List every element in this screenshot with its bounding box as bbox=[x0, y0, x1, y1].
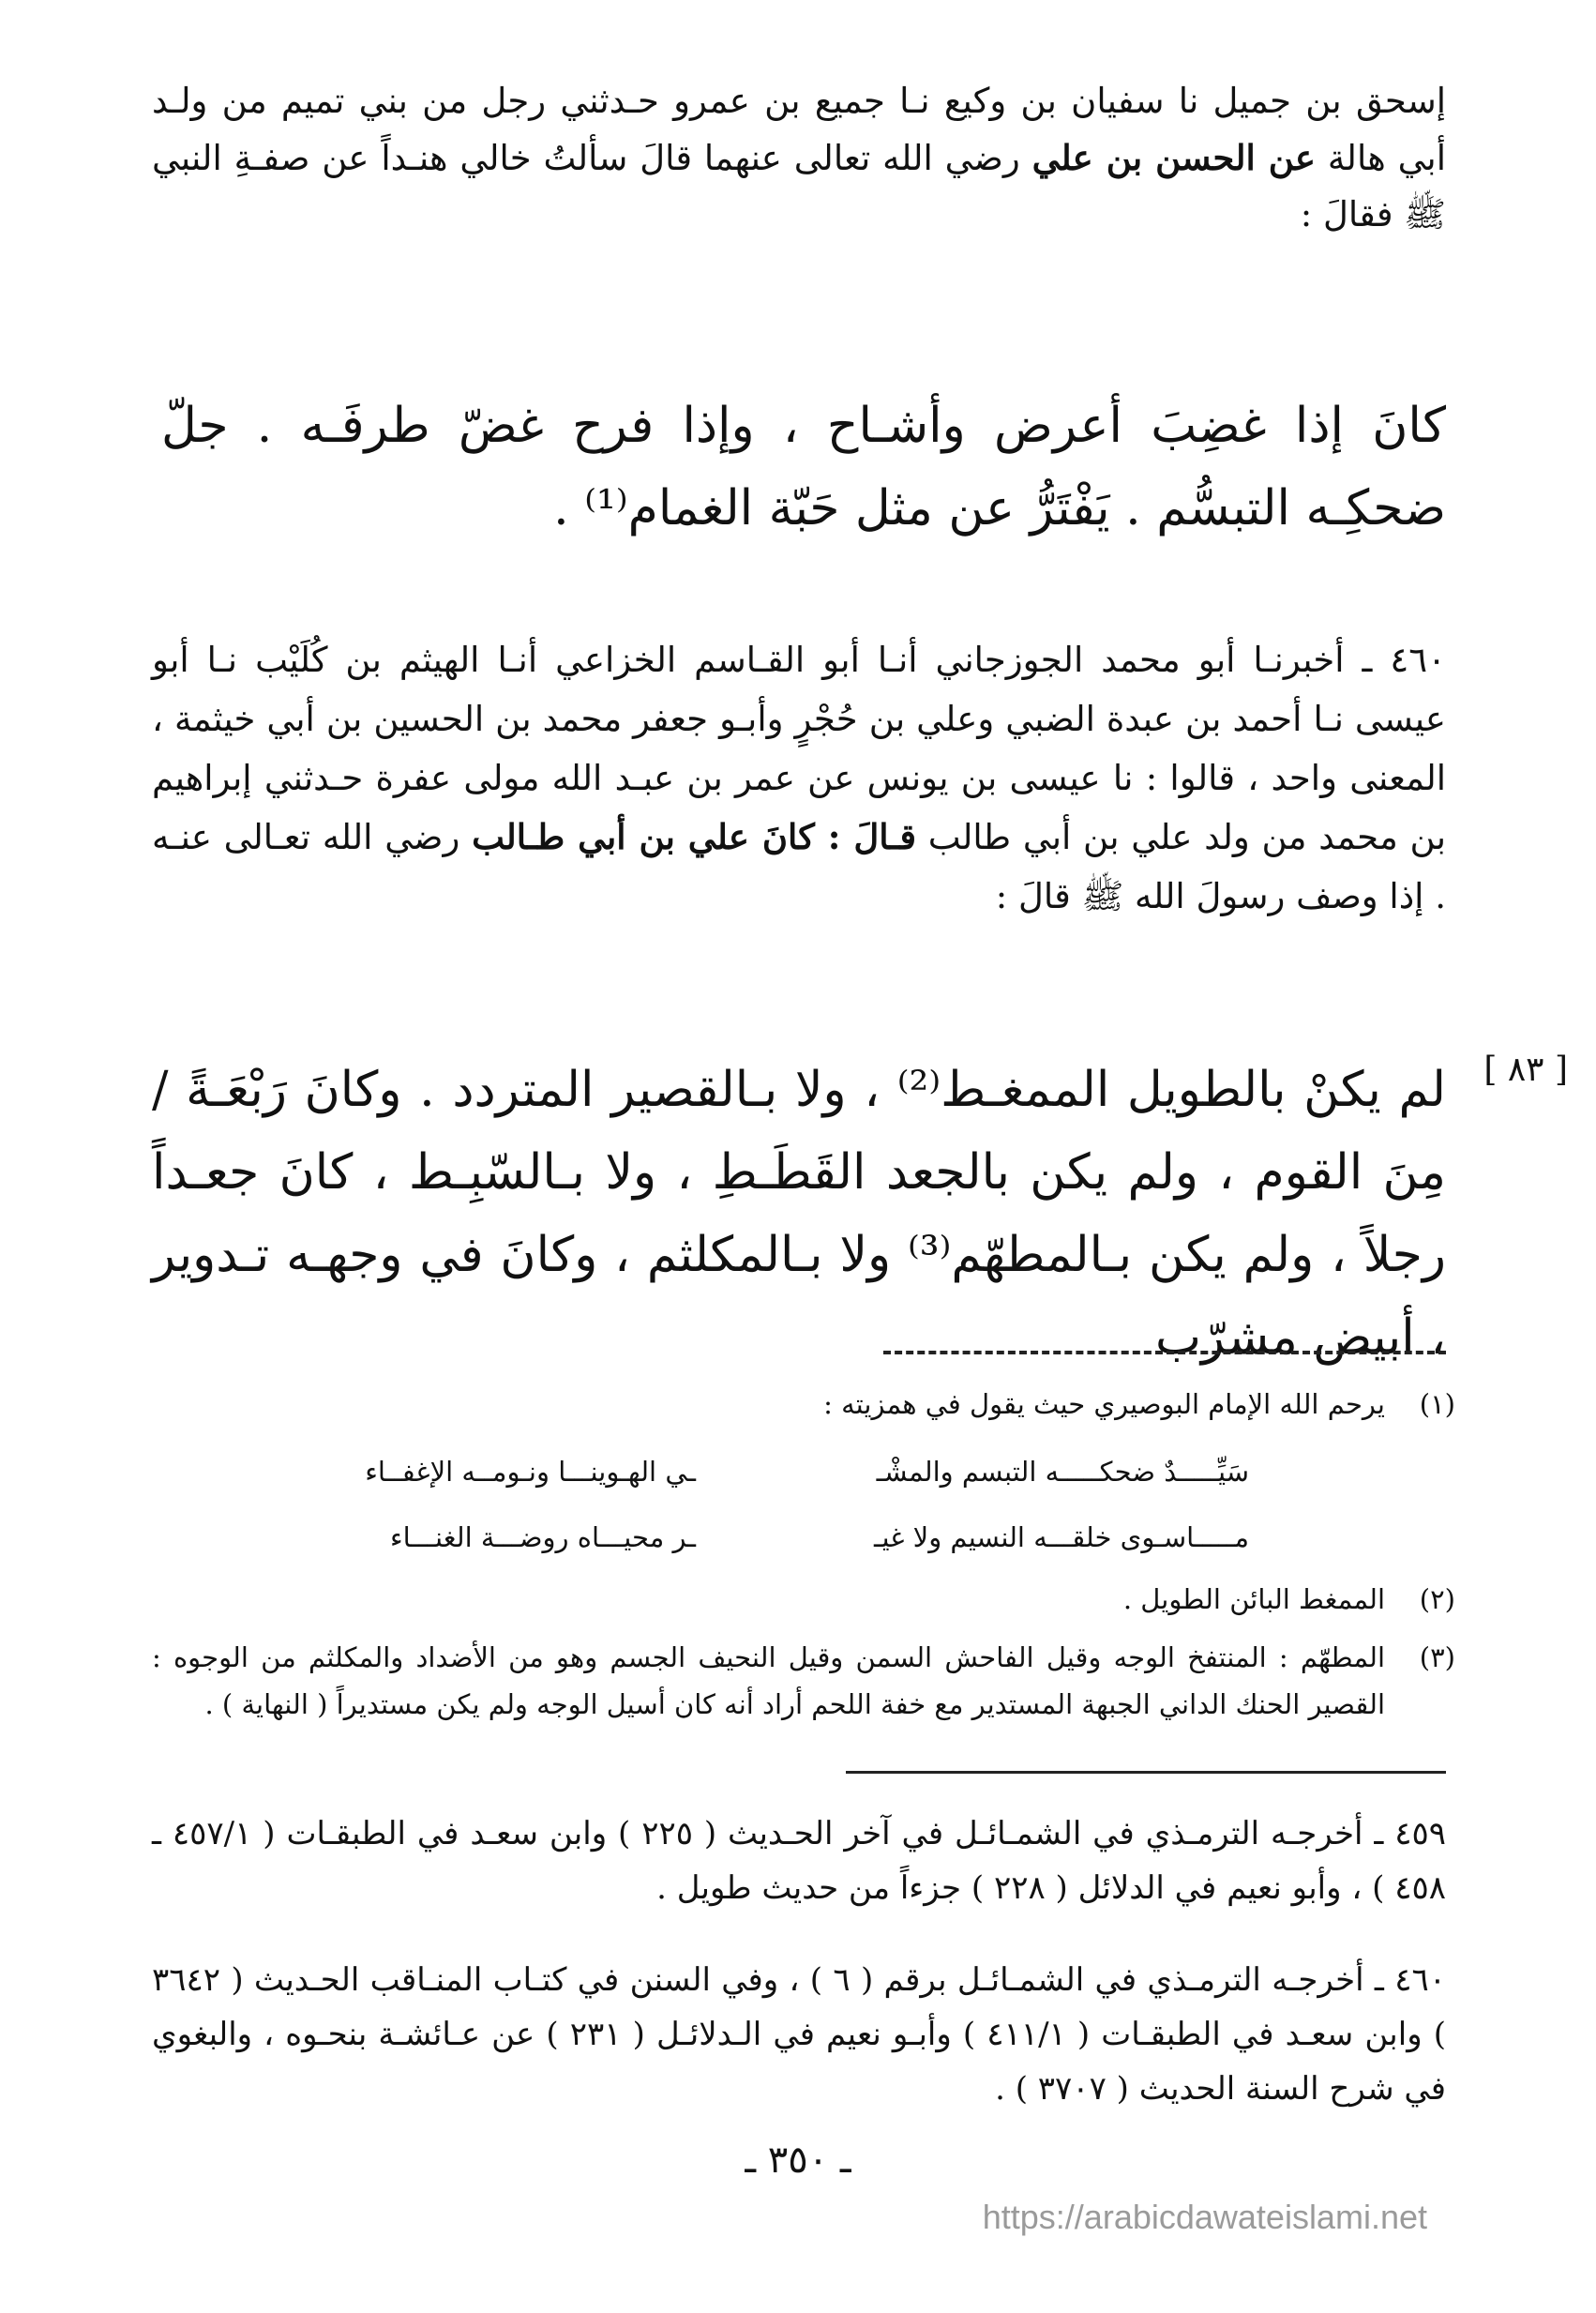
isnad-rest-text: رضي الله تعالى عنهما قالَ سألتُ خالي هنـداً عن صفـةِ النبي ﷺ فقالَ : bbox=[152, 138, 1446, 234]
footnote-number: (١) bbox=[1419, 1388, 1455, 1420]
isnad-bold-text: عن الحسن بن علي bbox=[1031, 137, 1316, 178]
dashed-separator bbox=[883, 1351, 1446, 1354]
page-number: ـ ٣٥٠ ـ bbox=[745, 2139, 851, 2182]
footnote-2 bbox=[152, 1576, 1455, 1623]
hadith-459-isnad bbox=[152, 73, 1446, 243]
footnote-number: (٢) bbox=[1419, 1583, 1455, 1615]
takhrij-460: ٤٦٠ ـ أخرجـه الترمـذي في الشمـائـل برقم ( ٦ ) ، وفي السنن في كتـاب المنـاقب الحـديث ( ٣٦٤٢ ) وابن سعـد في الطبقـات ( ٤١١/١ ) وأبـو نعيم في الـدلائـل ( ٢٣١ ) عن عـائشـة بنحـوه ، والبغوي في شرح السنة الحديث ( ٣٧٠٧ ) . bbox=[152, 1961, 1447, 2108]
isnad-bold-text: قـالَ : كانَ علي بن أبي طـالب bbox=[472, 816, 917, 857]
hadith-460-matn: لم يكنْ بالطويل الممغـط⁽²⁾ ، ولا بـالقصير المتردد . وكانَ رَبْعَـةً / مِنَ القوم ، ولم يكن بالجعد القَطَـطِ ، ولا بـالسّبِـط ، كانَ جعـداً رجلاً ، ولم يكن بـالمطهّم⁽³⁾ ولا بـالمكلثم ، وكانَ في وجهـه تـدوير ، أبيض مشرّب bbox=[152, 1062, 1447, 1366]
footnote-3 bbox=[152, 1634, 1455, 1737]
verse-1-second-hemistich: ـي الهـوينـــا ونـومــه الإغفــاء bbox=[365, 1456, 696, 1488]
footnote-number: (٣) bbox=[1419, 1641, 1455, 1673]
verse-1-first-hemistich: سَيِّـــــدٌ ضحكـــــه التبسم والمشْـ bbox=[876, 1456, 1249, 1488]
isnad-text: إسحق بن جميل نا سفيان بن وكيع نـا جميع بن عمرو حـدثني رجل من بني تميم من ولـد أبي هالة bbox=[152, 81, 1446, 178]
isnad-text: ٤٦٠ ـ أخبرنـا أبو محمد الجوزجاني أنـا أبو القـاسم الخزاعي أنـا الهيثم بن كُلَيْب نـا أبو عيسى نـا أحمد بن عبدة الضبي وعلي بن حُجْرٍ وأبـو جعفر محمد بن الحسين بن أبي خيثمة ، المعنى واحد ، قالوا : نا عيسى بن يونس عن عمر بن عبـد الله مولى عفرة حـدثني إبراهيم بن محمد من ولد علي بن أبي طالب bbox=[152, 640, 1447, 857]
footnote-text: يرحم الله الإمام البوصيري حيث يقول في همزيته : bbox=[823, 1388, 1385, 1420]
verse-2-first-hemistich: مـــــاسـوى خلقـــه النسيم ولا غيـ bbox=[874, 1521, 1249, 1553]
footnote-1 bbox=[152, 1381, 1455, 1428]
footnote-text: الممغط البائن الطويل . bbox=[1122, 1583, 1385, 1615]
isnad-rest-text: رضي الله تعـالى عنـه . إذا وصف رسولَ الله ﷺ قالَ : bbox=[152, 817, 1446, 916]
hadith-459-matn: كانَ إذا غضِبَ أعرض وأشـاح ، وإذا فرح غضّ طرفَـه . جلّ ضحكِـه التبسُّم . يَفْتَرُّ عن مثل حَبّة الغمام⁽¹⁾ . bbox=[161, 398, 1446, 537]
takhrij-459: ٤٥٩ ـ أخرجـه الترمـذي في الشمـائـل في آخر الحـديث ( ٢٢٥ ) وابن سعـد في الطبقـات ( ٤٥٧/١ ـ ٤٥٨ ) ، وأبو نعيم في الدلائل ( ٢٢٨ ) جزءاً من حديث طويل . bbox=[152, 1815, 1447, 1907]
margin-page-reference: [ ٨٣ ] bbox=[1483, 1051, 1568, 1089]
solid-separator bbox=[846, 1771, 1446, 1774]
hadith-460-isnad bbox=[152, 630, 1446, 926]
watermark-url: https://arabicdawateislami.net bbox=[982, 2198, 1427, 2236]
footnote-text: المطهّم : المنتفخ الوجه وقيل الفاحش السمن وقيل النحيف الجسم وهو من الأضداد والمكلثم من الوجوه : القصير الحنك الداني الجبهة المستدير مع خفة اللحم أراد أنه كان أسيل الوجه ولم يكن مستديراً ( النهاية ) . bbox=[152, 1641, 1385, 1720]
verse-2-second-hemistich: ـر محيـــاه روضـــة الغنـــاء bbox=[390, 1521, 696, 1553]
